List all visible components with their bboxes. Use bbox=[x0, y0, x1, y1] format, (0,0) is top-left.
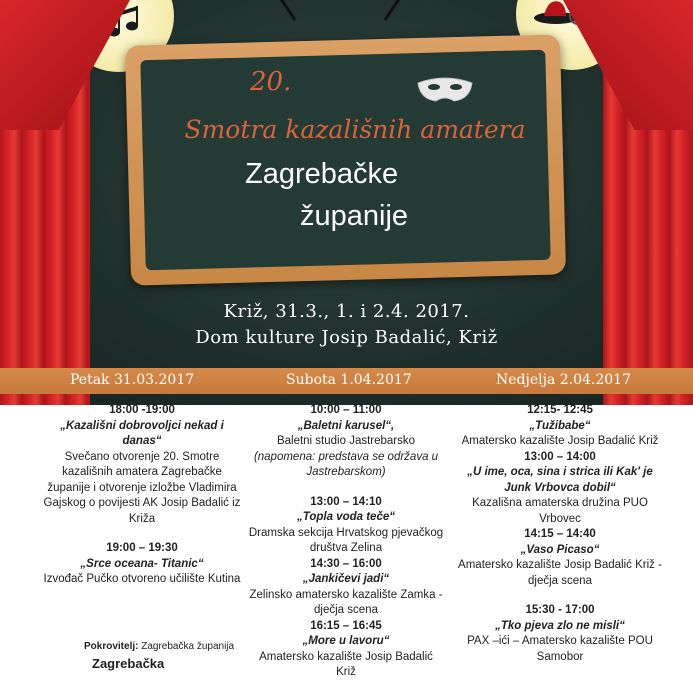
day-friday: Petak 31.03.2017 bbox=[70, 372, 195, 388]
program-title: „U ime, oca, sina i strica ili Kak' je Junk Vrbovca dobil“ bbox=[467, 466, 653, 494]
program-description: PAX –ići – Amatersko kazalište POU Samobor bbox=[467, 635, 653, 663]
program-description: Kazališna amaterska družina PUO Vrbovec bbox=[472, 497, 648, 525]
festival-title: Smotra kazališnih amatera bbox=[184, 115, 526, 144]
program-description: Baletni studio Jastrebarsko bbox=[276, 435, 416, 447]
day-sunday: Nedjelja 2.04.2017 bbox=[496, 372, 631, 388]
county-line-1: Zagrebačke bbox=[245, 158, 399, 190]
program-description: Izvođač Pučko otvoreno učilište Kutina bbox=[43, 573, 241, 585]
program-time: 15:30 - 17:00 bbox=[525, 604, 595, 616]
program-item bbox=[458, 527, 662, 589]
program-title: „More u lavoru“ bbox=[302, 635, 390, 647]
program-item bbox=[248, 495, 444, 557]
program-time: 10:00 – 11:00 bbox=[310, 404, 382, 416]
program-time: 13:00 – 14:10 bbox=[310, 495, 382, 508]
program-item bbox=[248, 403, 444, 481]
program-item bbox=[248, 557, 444, 619]
theatre-mask-icon bbox=[410, 65, 480, 115]
sponsor-label: Pokrovitelj: bbox=[84, 641, 139, 652]
program-time: 16:15 – 16:45 bbox=[310, 619, 382, 632]
program-title: „Baletni karusel“, bbox=[297, 419, 395, 432]
sponsor-logo-text: Zagrebačka bbox=[92, 656, 165, 671]
board-text bbox=[130, 55, 570, 285]
program-description: Amatersko kazalište Josip Badalić Križ bbox=[461, 435, 659, 447]
program-item bbox=[458, 450, 662, 528]
day-header-bar bbox=[0, 368, 693, 394]
program-time: 19:00 – 19:30 bbox=[106, 542, 178, 554]
program-item bbox=[458, 403, 662, 450]
program-description: Amatersko kazalište Josip Badalić Križ - dječja scena bbox=[458, 559, 662, 587]
program-description: Svečano otvorenje 20. Smotre kazališnih amatera Zagrebačke županije i otvorenje izložbe Vladimira Gajskog o povijesti AK Josip Badalić iz Križa bbox=[43, 450, 241, 525]
day-saturday: Subota 1.04.2017 bbox=[286, 372, 412, 388]
program-title: „Tužibabe“ bbox=[529, 419, 591, 432]
program-note: (napomena: predstava se održava u Jastrebarskom) bbox=[253, 450, 439, 478]
program-title: „Tko pjeva zlo ne misli“ bbox=[495, 619, 625, 632]
program-description: Dramska sekcija Hrvatskog pjevačkog društva Zelina bbox=[248, 526, 444, 554]
program-item bbox=[248, 619, 444, 681]
stage-lamp-icon bbox=[265, 0, 415, 30]
program-title: „Vaso Picaso“ bbox=[520, 543, 600, 556]
edition-number: 20. bbox=[250, 67, 292, 97]
program-title: „Kazališni dobrovoljci nekad i danas“ bbox=[60, 419, 224, 447]
program-title: „Jankičevi jadi“ bbox=[302, 573, 390, 585]
program-sunday bbox=[458, 403, 662, 665]
sponsor-line bbox=[84, 641, 234, 652]
program-time: 13:00 – 14:00 bbox=[524, 450, 596, 463]
program-time: 12:15- 12:45 bbox=[527, 404, 593, 416]
county-line-2: županije bbox=[300, 200, 409, 232]
program-time: 14:30 – 16:00 bbox=[310, 557, 382, 570]
program-friday bbox=[42, 403, 242, 588]
program-time: 14:15 – 14:40 bbox=[524, 528, 596, 540]
program-saturday bbox=[248, 403, 444, 681]
program-description: Zelinsko amatersko kazalište Zamka - dječja scena bbox=[249, 588, 443, 616]
program-time: 18:00 -19:00 bbox=[109, 404, 175, 416]
program-item bbox=[42, 541, 242, 588]
program-description: Amatersko kazalište Josip Badalić Križ bbox=[259, 650, 433, 678]
sponsor-name: Zagrebačka županija bbox=[141, 641, 235, 652]
program-item bbox=[458, 603, 662, 665]
event-dates: Križ, 31.3., 1. i 2.4. 2017. bbox=[223, 301, 470, 322]
program-title: „Topla voda teče“ bbox=[297, 511, 395, 523]
program-title: „Srce oceana- Titanic“ bbox=[80, 557, 204, 570]
event-venue: Dom kulture Josip Badalić, Križ bbox=[195, 327, 498, 348]
program-item bbox=[42, 403, 242, 527]
